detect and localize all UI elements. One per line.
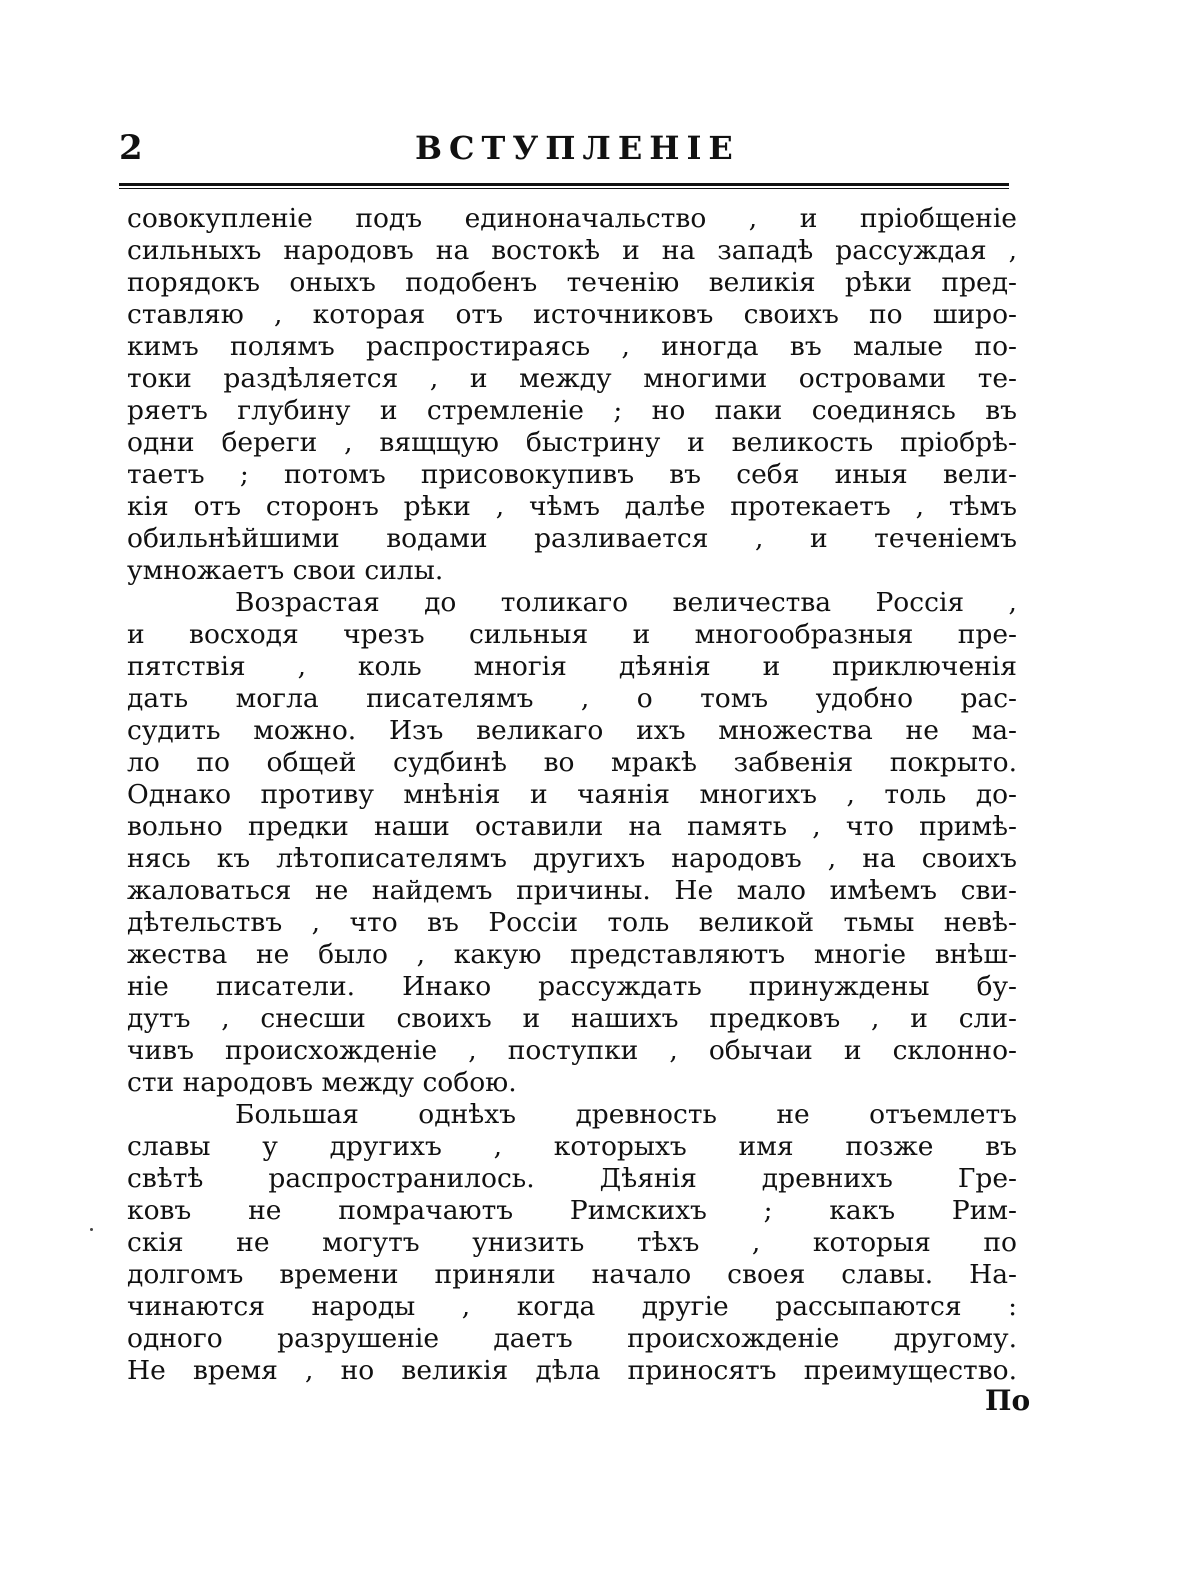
text-line: дутъ , снесши своихъ и нашихъ предковъ , и сли- (127, 1003, 1017, 1034)
body-text (127, 203, 1017, 1387)
catchword: По (985, 1384, 1031, 1417)
text-line: жаловаться не найдемъ причины. Не мало имѣемъ сви- (127, 875, 1017, 906)
text-line: ряетъ глубину и стремленіе ; но паки соединясь въ (127, 395, 1017, 426)
page-number: 2 (119, 128, 143, 168)
text-line: нясь къ лѣтописателямъ другихъ народовъ , на своихъ (127, 843, 1017, 874)
text-line: вольно предки наши оставили на память , что примѣ- (127, 811, 1017, 842)
text-line: умножаетъ свои силы. (127, 555, 444, 586)
text-line: пятствія , коль многія дѣянія и приключенія (127, 651, 1017, 682)
text-line: дѣтельствъ , что въ Россіи толь великой тьмы невѣ- (127, 907, 1017, 938)
text-line: долгомъ времени приняли начало своея славы. На- (127, 1259, 1017, 1290)
text-line: таетъ ; потомъ присовокупивъ въ себя иныя вели- (127, 459, 1017, 490)
text-line: чинаются народы , когда другіе рассыпаются : (127, 1291, 1017, 1322)
paragraph-start: Большая однѣхъ древность не отъемлетъ (235, 1099, 1017, 1130)
text-line: ніе писатели. Инако рассуждать принуждены бу- (127, 971, 1017, 1002)
text-line: ковъ не помрачаютъ Римскихъ ; какъ Рим- (127, 1195, 1017, 1226)
text-line: ло по общей судбинѣ во мракѣ забвенія покрыто. (127, 747, 1017, 778)
text-line: порядокъ оныхъ подобенъ теченію великія рѣки пред- (127, 267, 1017, 298)
text-line: ставляю , которая отъ источниковъ своихъ по широ- (127, 299, 1017, 330)
text-line: кія отъ сторонъ рѣки , чѣмъ далѣе протекаетъ , тѣмъ (127, 491, 1017, 522)
text-line: одни береги , вящщую быстрину и великость пріобрѣ- (127, 427, 1017, 458)
text-line: жества не было , какую представляютъ многіе внѣш- (127, 939, 1017, 970)
running-title: ВСТУПЛЕНІЕ (415, 129, 740, 167)
text-line: судить можно. Изъ великаго ихъ множества не ма- (127, 715, 1017, 746)
text-line: сти народовъ между собою. (127, 1067, 517, 1098)
text-line: Не время , но великія дѣла приносятъ преимущество. (127, 1355, 1017, 1386)
paragraph-start: Возрастая до толикаго величества Россія , (235, 587, 1017, 618)
text-line: чивъ происхожденіе , поступки , обычаи и склонно- (127, 1035, 1017, 1066)
text-line: скія не могутъ унизить тѣхъ , которыя по (127, 1227, 1017, 1258)
text-line: свѣтѣ распространилось. Дѣянія древнихъ Гре- (127, 1163, 1017, 1194)
text-line: токи раздѣляется , и между многими островами те- (127, 363, 1017, 394)
text-line: кимъ полямъ распростираясь , иногда въ малые по- (127, 331, 1017, 362)
text-line: Однако противу мнѣнія и чаянія многихъ , толь до- (127, 779, 1017, 810)
ink-speck (90, 1228, 93, 1231)
header-rule (119, 183, 1009, 189)
text-line: обильнѣйшими водами разливается , и теченіемъ (127, 523, 1017, 554)
text-line: дать могла писателямъ , о томъ удобно рас- (127, 683, 1017, 714)
text-line: сильныхъ народовъ на востокѣ и на западѣ рассуждая , (127, 235, 1017, 266)
text-line: одного разрушеніе даетъ происхожденіе другому. (127, 1323, 1017, 1354)
text-line: славы у другихъ , которыхъ имя позже въ (127, 1131, 1017, 1162)
text-line: и восходя чрезъ сильныя и многообразныя пре- (127, 619, 1017, 650)
text-line: совокупленіе подъ единоначальство , и пріобщеніе (127, 203, 1017, 234)
